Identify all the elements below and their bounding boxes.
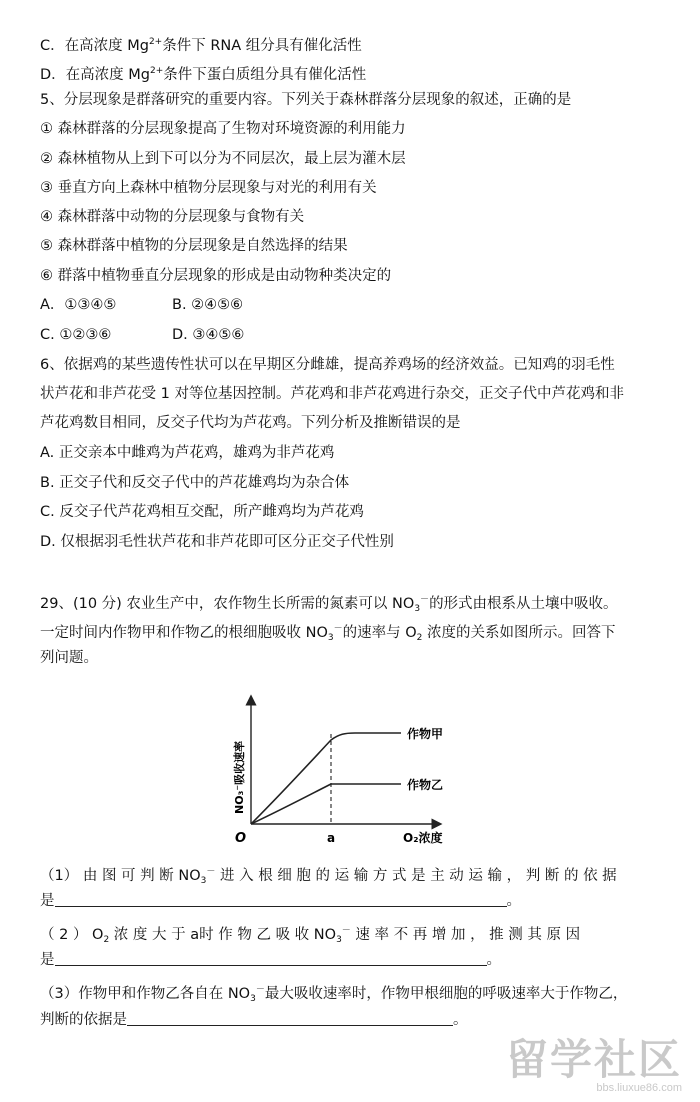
q29-stem-line-1 <box>40 590 618 619</box>
superscript: － <box>333 624 343 634</box>
answer-blank-3[interactable] <box>127 1011 453 1026</box>
watermark <box>506 1038 682 1094</box>
text: （ 2 ） O <box>40 927 104 943</box>
option-text: 条件下蛋白质组分具有催化活性 <box>163 67 367 83</box>
q29-sub1-line-2 <box>40 891 521 911</box>
text: （1） 由 图 可 判 断 NO <box>40 868 201 884</box>
subscript: 3 <box>336 935 342 945</box>
q5-option-b: B. ②④⑤⑥ <box>172 297 244 313</box>
series-line-yi <box>251 784 401 824</box>
text: 。 <box>506 893 521 909</box>
option-label: C． <box>40 38 65 54</box>
q29-sub2-line-1 <box>40 921 580 950</box>
series-label-yi: 作物乙 <box>407 778 444 792</box>
superscript: － <box>420 595 430 605</box>
q29-stem-line-3: 列问题。 <box>40 650 98 666</box>
text: 29、(10 分) 农业生产中，农作物生长所需的氮素可以 NO <box>40 596 415 612</box>
option-text: 在高浓度 Mg <box>65 67 150 83</box>
q6-option-b: B. 正交子代和反交子代中的芦花雄鸡均为杂合体 <box>40 475 350 491</box>
q6-stem-line-3: 芦花鸡数目相同，反交子代均为芦花鸡。下列分析及推断错误的是 <box>40 415 461 431</box>
subscript: 3 <box>414 604 421 614</box>
text: 。 <box>453 1012 468 1028</box>
text: 一定时间内作物甲和作物乙的根细胞吸收 NO <box>40 625 328 641</box>
text: 判断的依据是 <box>40 1012 127 1028</box>
text: 的速率与 O <box>342 625 417 641</box>
q29-sub2-line-2 <box>40 950 501 970</box>
text: 是 <box>40 893 55 909</box>
q29-sub1-line-1 <box>40 862 617 891</box>
text: 是 <box>40 952 55 968</box>
subscript: 3 <box>200 876 207 886</box>
subscript: 3 <box>327 633 334 643</box>
q6-option-c: C. 反交子代芦花鸡相互交配，所产雌鸡均为芦花鸡 <box>40 504 364 520</box>
q6-stem-line-2: 状芦花和非芦花受 1 对等位基因控制。芦花鸡和非芦花鸡进行杂交，正交子代中芦花鸡和非 <box>40 386 624 402</box>
text: （3）作物甲和作物乙各自在 NO <box>40 986 251 1002</box>
answer-blank-1[interactable] <box>55 892 507 907</box>
superscript: － <box>255 985 265 995</box>
q5-statement-2: ② 森林植物从上到下可以分为不同层次，最上层为灌木层 <box>40 151 406 167</box>
watermark-logo: 留学社区 <box>505 1036 682 1083</box>
q5-option-a: A．①③④⑤ <box>40 297 117 313</box>
q6-stem-line-1: 6、依据鸡的某些遗传性状可以在早期区分雌雄，提高养鸡场的经济效益。已知鸡的羽毛性 <box>40 357 615 373</box>
q5-statement-1: ① 森林群落的分层现象提高了生物对环境资源的利用能力 <box>40 121 406 137</box>
text: 浓度的关系如图所示。回答下 <box>422 625 616 641</box>
q29-sub3-line-1 <box>40 980 627 1009</box>
option-text: 条件下 RNA 组分具有催化活性 <box>162 38 362 54</box>
text: 速 率 不 再 增 加 ， 推 测 其 原 因 <box>350 927 581 943</box>
q5-option-d: D. ③④⑤⑥ <box>172 327 245 343</box>
option-text: 在高浓度 Mg <box>64 38 149 54</box>
origin-label: O <box>235 831 247 846</box>
superscript: － <box>341 926 351 936</box>
q5-stem: 5、分层现象是群落研究的重要内容。下列关于森林群落分层现象的叙述，正确的是 <box>40 92 572 108</box>
series-label-jia: 作物甲 <box>407 727 444 741</box>
subscript: 3 <box>250 994 256 1004</box>
y-axis-label: NO₃⁻吸收速率 <box>233 740 246 814</box>
superscript: － <box>206 867 216 877</box>
superscript: 2+ <box>150 66 164 76</box>
watermark-url: bbs.liuxue86.com <box>596 1082 682 1094</box>
superscript: 2+ <box>148 37 163 47</box>
q4-option-d <box>40 61 366 85</box>
text: 。 <box>486 952 501 968</box>
option-label: D． <box>40 67 66 83</box>
q5-statement-4: ④ 森林群落中动物的分层现象与食物有关 <box>40 209 305 225</box>
q5-statement-6: ⑥ 群落中植物垂直分层现象的形成是由动物种类决定的 <box>40 268 392 284</box>
q5-statement-5: ⑤ 森林群落中植物的分层现象是自然选择的结果 <box>40 238 348 254</box>
text: 最大吸收速率时，作物甲根细胞的呼吸速率大于作物乙， <box>264 986 628 1002</box>
x-axis-label: O₂浓度 <box>403 831 443 845</box>
q5-statement-3: ③ 垂直方向上森林中植物分层现象与对光的利用有关 <box>40 180 377 196</box>
answer-blank-2[interactable] <box>55 951 487 966</box>
absorption-rate-figure <box>215 692 485 852</box>
q5-option-c: C. ①②③⑥ <box>40 327 112 343</box>
q6-option-d: D. 仅根据羽毛性状芦花和非芦花即可区分正交子代性别 <box>40 534 394 550</box>
text: 的形式由根系从土壤中吸收。 <box>429 596 618 612</box>
subscript: 2 <box>103 935 110 945</box>
q29-sub3-line-2 <box>40 1010 468 1030</box>
text: 浓 度 大 于 a时 作 物 乙 吸 收 NO <box>109 927 337 943</box>
q6-option-a: A. 正交亲本中雌鸡为芦花鸡，雄鸡为非芦花鸡 <box>40 445 335 461</box>
text: 进 入 根 细 胞 的 运 输 方 式 是 主 动 运 输 ， 判 断 的 依 据 <box>215 868 617 884</box>
a-label: a <box>327 831 336 845</box>
q29-stem-line-2 <box>40 619 616 648</box>
subscript: 2 <box>416 633 423 643</box>
q4-option-c <box>40 32 362 56</box>
series-line-jia <box>251 733 401 824</box>
